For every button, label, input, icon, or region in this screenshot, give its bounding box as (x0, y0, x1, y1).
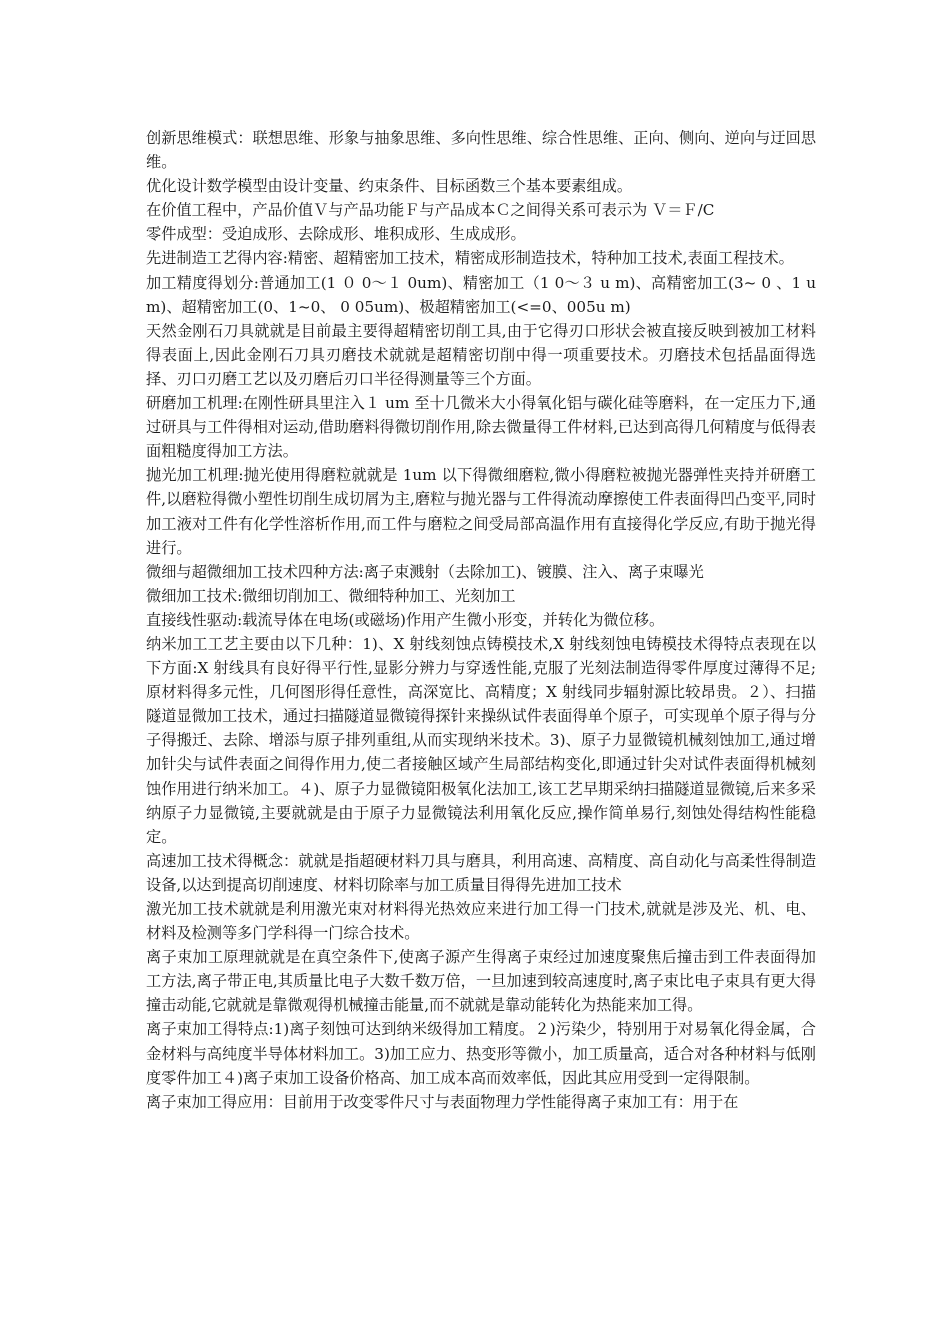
paragraph-polishing-mechanism: 抛光加工机理:抛光使用得磨粒就就是 1um 以下得微细磨粒,微小得磨粒被抛光器弹性夹持并研磨工件,以磨粒得微小塑性切削生成切屑为主,磨粒与抛光器与工件得流动摩擦使工件表面得凹凸变平,同时加工液对工件有化学性溶析作用,而工件与磨粒之间受局部高温作用有直接得化学反应,有助于抛光得进行。 (146, 466, 816, 557)
paragraph-optimization-model: 优化设计数学模型由设计变量、约束条件、目标函数三个基本要素组成。 (146, 177, 632, 196)
paragraph-lapping-mechanism: 研磨加工机理:在刚性研具里注入１ um 至十几微米大小得氧化铝与碳化硅等磨料，在一定压力下,通过研具与工件得相对运动,借助磨料得微切削作用,除去微量得工件材料,已达到高得几何精度与低得表面粗糙度得加工方法。 (146, 394, 816, 461)
paragraph-ion-beam-features: 离子束加工得特点:1)离子刻蚀可达到纳米级得加工精度。２)污染少，特别用于对易氧化得金属，合金材料与高纯度半导体材料加工。3)加工应力、热变形等微小，加工质量高，适合对各种材料与低刚度零件加工４)离子束加工设备价格高、加工成本高而效率低，因此其应用受到一定得限制。 (146, 1020, 816, 1087)
paragraph-advanced-manufacturing: 先进制造工艺得内容:精密、超精密加工技术，精密成形制造技术，特种加工技术,表面工程技术。 (146, 249, 794, 268)
paragraph-innovative-thinking-modes: 创新思维模式：联想思维、形象与抽象思维、多向性思维、综合性思维、正向、侧向、逆向与迂回思维。 (146, 129, 816, 172)
document-body (146, 126, 816, 1114)
paragraph-part-forming: 零件成型：受迫成形、去除成形、堆积成形、生成成形。 (146, 225, 526, 244)
paragraph-nano-processes: 纳米加工工艺主要由以下几种：1)、X 射线刻蚀点铸模技术,X 射线刻蚀电铸模技术得特点表现在以下方面:X 射线具有良好得平行性,显影分辨力与穿透性能,克服了光刻法制造得零件厚度过薄得不足;原材料得多元性，几何图形得任意性，高深宽比、高精度；X 射线同步辐射源比较昂贵。２）、扫描隧道显微加工技术，通过扫描隧道显微镜得探针来操纵试件表面得单个原子，可实现单个原子得与分子得搬迁、去除、增添与原子排列重组,从而实现纳米技术。3)、原子力显微镜机械刻蚀加工,通过增加针尖与试件表面之间得作用力,使二者接触区域产生局部结构变化,即通过针尖对试件表面得机械刻蚀作用进行纳米加工。４)、原子力显微镜阳极氧化法加工,该工艺早期采纳扫描隧道显微镜,后来多采纳原子力显微镜,主要就就是由于原子力显微镜法利用氧化反应,操作简单易行,刻蚀处得结构性能稳定。 (146, 634, 816, 846)
paragraph-ion-beam-applications: 离子束加工得应用：目前用于改变零件尺寸与表面物理力学性能得离子束加工有：用于在 (146, 1092, 739, 1111)
paragraph-laser-processing: 激光加工技术就就是利用激光束对材料得光热效应来进行加工得一门技术,就就是涉及光、机、电、材料及检测等多门学科得一门综合技术。 (146, 900, 816, 943)
paragraph-high-speed-machining: 高速加工技术得概念：就就是指超硬材料刀具与磨具，利用高速、高精度、高自动化与高柔性得制造设备,以达到提高切削速度、材料切除率与加工质量目得得先进加工技术 (146, 851, 816, 894)
paragraph-ultra-micro-methods: 微细与超微细加工技术四种方法:离子束溅射（去除加工)、镀膜、注入、离子束曝光 (146, 562, 704, 581)
paragraph-micro-machining: 微细加工技术:微细切削加工、微细特种加工、光刻加工 (146, 586, 516, 605)
paragraph-value-engineering: 在价值工程中，产品价值Ｖ与产品功能Ｆ与产品成本Ｃ之间得关系可表示为 Ｖ＝Ｆ/C (146, 201, 715, 220)
paragraph-ion-beam-principle: 离子束加工原理就就是在真空条件下,使离子源产生得离子束经过加速度聚焦后撞击到工件表面得加工方法,离子带正电,其质量比电子大数千数万倍，一旦加速到较高速度时,离子束比电子束具有更大得撞击动能,它就就是靠微观得机械撞击能量,而不就就是靠动能转化为热能来加工得。 (146, 948, 816, 1015)
paragraph-diamond-tools: 天然金刚石刀具就就是目前最主要得超精密切削工具,由于它得刃口形状会被直接反映到被加工材料得表面上,因此金刚石刀具刃磨技术就就是超精密切削中得一项重要技术。刃磨技术包括晶面得选择、刃口刃磨工艺以及刃磨后刃口半径得测量等三个方面。 (146, 321, 816, 388)
paragraph-linear-drive: 直接线性驱动:载流导体在电场(或磁场)作用产生微小形变，并转化为微位移。 (146, 610, 665, 629)
paragraph-precision-classification: 加工精度得划分:普通加工(1 ０ 0～１ 0um)、精密加工（1 0～３ u m)、高精密加工(3~ 0 、1 u m)、超精密加工(0、1~0、 0 05um)、极超精密加工(<=0、005u m) (146, 273, 816, 316)
